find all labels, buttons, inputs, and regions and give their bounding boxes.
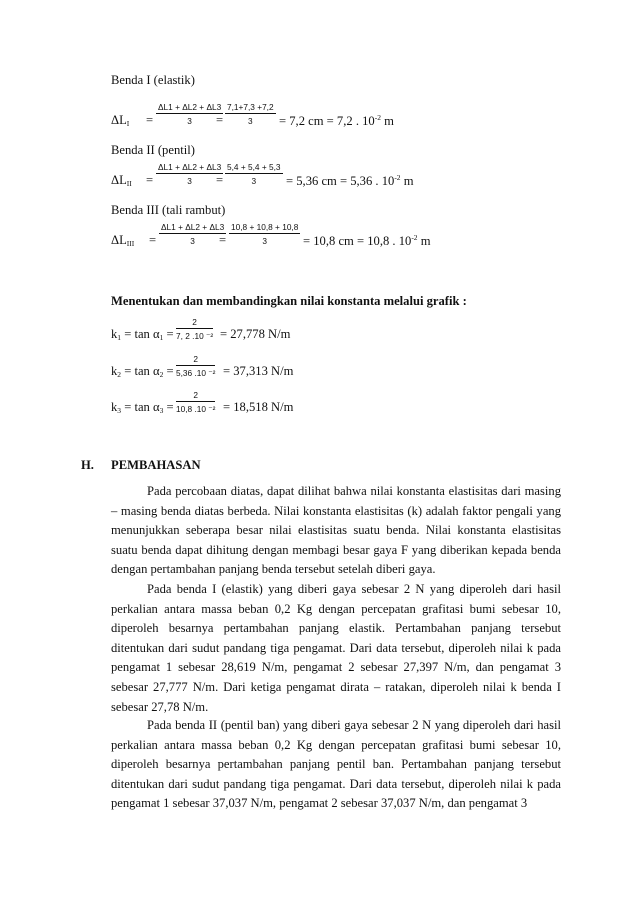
k2-fraction: 2 5,36 .10 ⁻²	[176, 354, 216, 379]
benda-2-result: = 5,36 cm = 5,36 . $10^{-2}$ m	[286, 173, 414, 188]
delta-l-3-symbol: $\Delta L_{III}$	[111, 233, 135, 248]
benda-3-formula-fraction: ΔL1 + ΔL2 + ΔL3 3	[161, 222, 225, 247]
k3-equation: $k_3 = \tan \alpha_3$ =	[111, 400, 174, 415]
equals-sign: =	[146, 113, 154, 127]
k3-fraction: 2 10,8 .10 ⁻²	[176, 390, 216, 415]
section-title: PEMBAHASAN	[111, 458, 201, 472]
paragraph-2: Pada benda I (elastik) yang diberi gaya sebesar 2 N yang diperoleh dari hasil perkalian antara massa beban 0,2 Kg dengan percepatan grafitasi bumi sebesar 10, diperoleh besarnya pertambahan panjang elastik. Pertambahan panjang tersebut ditentukan dari sudut pandang tiga pengamat. Dari data tersebut, diperoleh nilai k pada pengamat 1 sebesar 28,619 N/m, pengamat 2 sebesar 27,397 N/m, dan pengamat 3 sebesar 27,777 N/m. Dari ketiga pengamat dirata – ratakan, diperoleh nilai k benda I sebesar 27,78 N/m.	[111, 582, 561, 714]
benda-1-formula-fraction: ΔL1 + ΔL2 + ΔL3 3	[158, 102, 222, 127]
paragraph-3: Pada benda II (pentil ban) yang diberi gaya sebesar 2 N yang diperoleh dari hasil perkalian antara massa beban 0,2 Kg dengan percepatan grafitasi bumi sebesar 10, diperoleh besarnya pertambahan panjang pentil ban. Pertambahan panjang tersebut ditentukan dari sudut pandang tiga pengamat. Dari data tersebut, diperoleh nilai k pada pengamat 1 sebesar 37,037 N/m, pengamat 2 sebesar 37,037 N/m, dan pengamat 3	[111, 718, 561, 811]
benda-1-label: Benda I (elastik)	[111, 73, 195, 87]
benda-2-values-fraction: 5,4 + 5,4 + 5,3 3	[227, 162, 281, 187]
k2-equation: $k_2 = \tan \alpha_2$ =	[111, 364, 174, 379]
benda-3-values-fraction: 10,8 + 10,8 + 10,8 3	[231, 222, 299, 247]
equals-sign: =	[149, 233, 157, 247]
benda-1-values-fraction: 7,1+7,3 +7,2 3	[227, 102, 274, 127]
equals-sign: =	[219, 233, 227, 247]
delta-l-1-symbol: $\Delta L_I$	[111, 113, 130, 128]
benda-1-result: = 7,2 cm = 7,2 . $10^{-2}$ m	[279, 113, 394, 128]
equals-sign: =	[216, 113, 224, 127]
delta-l-2-symbol: $\Delta L_{II}$	[111, 173, 132, 188]
section-letter: H.	[81, 458, 94, 472]
graph-heading: Menentukan dan membandingkan nilai konstanta melalui grafik :	[111, 294, 467, 308]
benda-2-formula-fraction: ΔL1 + ΔL2 + ΔL3 3	[158, 162, 222, 187]
benda-3-label: Benda III (tali rambut)	[111, 203, 226, 217]
k3-result: = 18,518 N/m	[223, 400, 294, 414]
equals-sign: =	[146, 173, 154, 187]
paragraph-1: Pada percobaan diatas, dapat dilihat bahwa nilai konstanta elastisitas dari masing – masing benda diatas berbeda. Nilai konstanta elastisitas (k) adalah faktor pengali yang menunjukkan seberapa besar nilai elastisitas suatu benda. Nilai konstanta elastisitas suatu benda dapat dihitung dengan membagi besar gaya F yang diberikan kepada benda dengan pertambahan panjang benda tersebut setelah diberi gaya.	[111, 484, 561, 577]
k1-result: = 27,778 N/m	[220, 327, 291, 341]
equals-sign: =	[216, 173, 224, 187]
k2-result: = 37,313 N/m	[223, 364, 294, 378]
benda-3-result: = 10,8 cm = 10,8 . $10^{-2}$ m	[303, 233, 431, 248]
k1-fraction: 2 7, 2 .10 ⁻²	[176, 317, 214, 342]
benda-2-label: Benda II (pentil)	[111, 143, 195, 157]
k1-equation: $k_1 = \tan \alpha_1$ =	[111, 327, 174, 342]
